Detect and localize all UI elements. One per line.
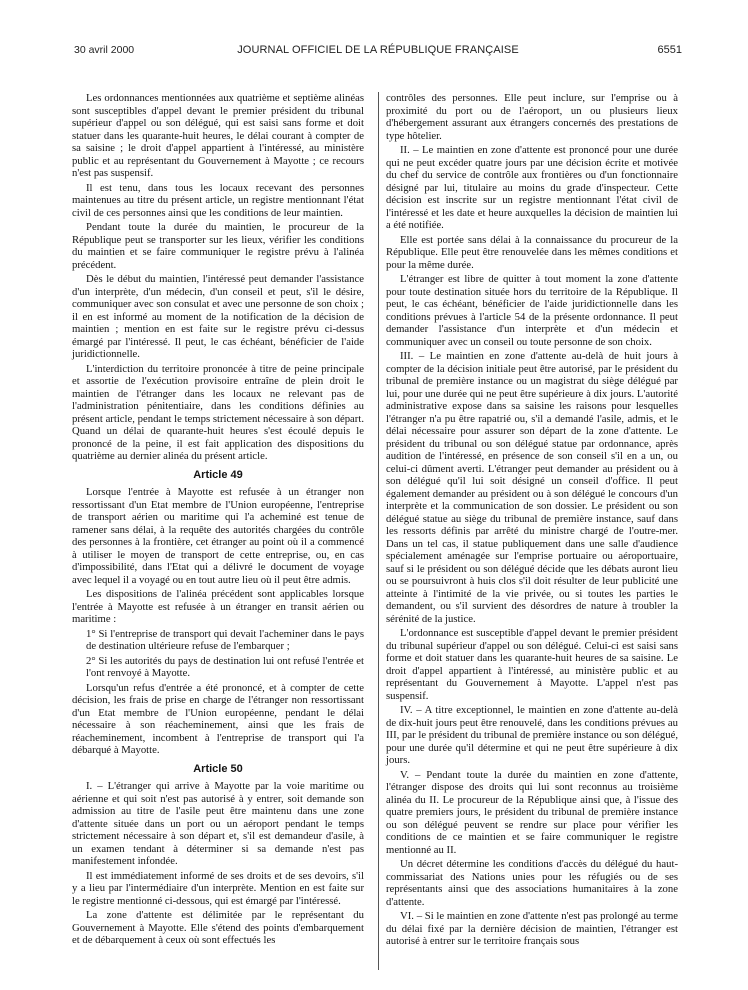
right-column	[386, 92, 678, 950]
paragraph: Dès le début du maintien, l'intéressé peut demander l'assistance d'un interprète, d'un médecin, d'un conseil et peut, s'il le désire, communiquer avec son consulat et avec une personne de son choix ; il en est informé au moment de la notification de la décision de maintien ; mention en est faite sur le registre prévu ci-dessus émargé par l'intéressé. Il peut, le cas échéant, bénéficier de l'aide juridictionnelle.	[72, 273, 364, 360]
list-item: 2° Si les autorités du pays de destination lui ont refusé l'entrée et l'ont renvoyé à Mayotte.	[86, 654, 364, 679]
paragraph: II. – Le maintien en zone d'attente est prononcé pour une durée qui ne peut excéder quatre jours par une décision écrite et motivée du chef du service de contrôle aux frontières ou d'un fonctionnaire désigné par lui, titulaire au moins du grade d'inspecteur. Cette décision est inscrite sur un registre mentionnant l'état civil de l'intéressé et les date et heure auxquelles la décision de maintien lui a été notifiée.	[386, 144, 678, 231]
article-50-heading: Article 50	[193, 762, 243, 775]
paragraph: Lorsque l'entrée à Mayotte est refusée à un étranger non ressortissant d'un Etat membre de l'Union européenne, l'entreprise de transport aérien ou maritime qui l'a acheminé est tenue de ramener sans délai, à la requête des autorités chargées du contrôle des personnes à la frontière, cet étranger au point où il a commencé à utiliser le moyen de transport de cette entreprise, ou, en cas d'impossibilité, dans l'Etat qui a délivré le document de voyage avec lequel il a voyagé ou en tout autre lieu où il peut être admis.	[72, 486, 364, 586]
paragraph: Lorsqu'un refus d'entrée a été prononcé, et à compter de cette décision, les frais de prise en charge de l'étranger non ressortissant d'un Etat membre de l'Union européenne, pendant le délai nécessaire à son réacheminement, ainsi que les frais de réacheminement, incombent à l'entreprise de transport qui l'a débarqué à Mayotte.	[72, 681, 364, 756]
paragraph: Il est immédiatement informé de ses droits et de ses devoirs, s'il y a lieu par l'intermédiaire d'un interprète. Mention en est faite sur le registre mentionné ci-dessous, qui est émargé par l'intéressé.	[72, 869, 364, 907]
paragraph: Les ordonnances mentionnées aux quatrième et septième alinéas sont susceptibles d'appel devant le premier président du tribunal supérieur d'appel ou son délégué, qui est saisi sans forme et doit statuer dans les quarante-huit heures, le délai courant à compter de sa saisine ; le droit d'appel appartient à l'intéressé, au ministère public et au représentant du Gouvernement à Mayotte ; ce recours n'est pas suspensif.	[72, 92, 364, 179]
column-divider	[378, 92, 379, 970]
paragraph: L'interdiction du territoire prononcée à titre de peine principale et assortie de l'exécution provisoire entraîne de plein droit le maintien de l'étranger dans les locaux ne relevant pas de l'administration pénitentiaire, dans les conditions définies au présent article, pendant le temps strictement nécessaire à son départ. Quand un délai de quarante-huit heures s'est écoulé depuis le prononcé de la peine, il est fait application des dispositions du quatrième au dernier alinéa du présent article.	[72, 362, 364, 462]
paragraph: V. – Pendant toute la durée du maintien en zone d'attente, l'étranger dispose des droits qui lui sont reconnus au troisième alinéa du II. Le procureur de la République ainsi que, à l'issue des quatre premiers jours, le président du tribunal de première instance ou son délégué peuvent se rendre sur place pour vérifier les conditions de ce maintien et se faire communiquer le registre mentionné au II.	[386, 768, 678, 856]
article-49-heading: Article 49	[193, 468, 243, 481]
paragraph: Un décret détermine les conditions d'accès du délégué du haut-commissariat des Nations unies pour les réfugiés ou de ses représentants ainsi que des associations humanitaires à la zone d'attente.	[386, 858, 678, 908]
paragraph: Les dispositions de l'alinéa précédent sont applicables lorsque l'entrée à Mayotte est refusée à un étranger en transit aérien ou maritime :	[72, 588, 364, 625]
paragraph: Il est tenu, dans tous les locaux recevant des personnes maintenues au titre du présent article, un registre mentionnant l'état civil de ces personnes ainsi que les conditions de leur maintien.	[72, 181, 364, 219]
paragraph: IV. – A titre exceptionnel, le maintien en zone d'attente au-delà de dix-huit jours peut être renouvelé, dans les conditions prévues au III, par le président du tribunal de première instance ou son délégué, pour une durée qu'il détermine et qui ne peut être supérieure à dix jours.	[386, 704, 678, 766]
issue-date: 30 avril 2000	[74, 44, 135, 56]
page-number: 6551	[657, 44, 682, 56]
paragraph: contrôles des personnes. Elle peut inclure, sur l'emprise ou à proximité du port ou de l'aéroport, un ou plusieurs lieux d'hébergement assurant aux étrangers concernés des prestations de type hôtelier.	[386, 92, 678, 142]
paragraph: VI. – Si le maintien en zone d'attente n'est pas prolongé au terme du délai fixé par la dernière décision de maintien, l'étranger est autorisé à entrer sur le territoire français sous	[386, 910, 678, 947]
paragraph: Elle est portée sans délai à la connaissance du procureur de la République. Elle peut être renouvelée dans les mêmes conditions et pour la même durée.	[386, 233, 678, 271]
page-header	[72, 44, 684, 60]
left-column	[72, 92, 364, 949]
paragraph: I. – L'étranger qui arrive à Mayotte par la voie maritime ou aérienne et qui soit n'est pas autorisé à y entrer, soit demande son admission au titre de l'asile peut être maintenu dans une zone d'attente située dans un port ou un aéroport pendant le temps strictement nécessaire à son départ et, s'il est demandeur d'asile, à un examen tendant à déterminer si sa demande n'est pas manifestement infondée.	[72, 780, 364, 867]
paragraph: La zone d'attente est délimitée par le représentant du Gouvernement à Mayotte. Elle s'étend des points d'embarquement et de débarquement à ceux où sont effectués les	[72, 909, 364, 946]
paragraph: L'étranger est libre de quitter à tout moment la zone d'attente pour toute destination située hors du territoire de la République. Il peut, le cas échéant, bénéficier de l'aide juridictionnelle dans les conditions prévues à l'article 54 de la présente ordonnance. Il peut demander l'assistance d'un interprète et d'un médecin et communiquer avec un conseil ou toute personne de son choix.	[386, 273, 678, 348]
paragraph: L'ordonnance est susceptible d'appel devant le premier président du tribunal supérieur d'appel ou son délégué. Celui-ci est saisi sans forme et doit statuer dans les quarante-huit heures de sa saisine. Le droit d'appel appartient à l'intéressé, au ministère public et au représentant du Gouvernement à Mayotte. L'appel n'est pas suspensif.	[386, 627, 678, 702]
paragraph: III. – Le maintien en zone d'attente au-delà de huit jours à compter de la décision initiale peut être autorisé, par le président du tribunal de première instance ou un magistrat du siège délégué par lui, pour une durée qui ne peut être supérieure à dix jours. L'autorité administrative expose dans sa saisine les raisons pour lesquelles l'étranger n'a pu être rapatrié ou, s'il a demandé l'asile, admis, et le délai nécessaire pour assurer son départ de la zone d'attente. Le président du tribunal ou son délégué statue par ordonnance, après audition de l'intéressé, en présence de son conseil s'il en a un, ou celui-ci dûment averti. L'étranger peut demander au président ou à son délégué qu'il lui soit désigné un conseil d'office. Il peut également demander au président ou à son délégué le concours d'un interprète et la communication de son dossier. Le président ou son délégué statue au siège du tribunal de première instance, sauf dans les ressorts définis par arrêté du ministre chargé de l'outre-mer. Dans un tel cas, il statue publiquement dans une salle d'audience spécialement aménagée sur l'emprise portuaire ou aéroportuaire, sauf si le président ou son délégué décide que les débats auront lieu ou se poursuivront à huis clos s'il doit résulter de leur publicité une atteinte à l'intimité de la vie privée, ou si toutes les parties le demandent, ou s'il survient des désordres de nature à troubler la sérénité de la justice.	[386, 350, 678, 625]
paragraph: Pendant toute la durée du maintien, le procureur de la République peut se transporter sur les lieux, vérifier les conditions du maintien et se faire communiquer le registre prévu à l'alinéa précédent.	[72, 221, 364, 271]
list-item: 1° Si l'entreprise de transport qui devait l'acheminer dans le pays de destination ultérieure refuse de l'embarquer ;	[86, 627, 364, 652]
journal-title: JOURNAL OFFICIEL DE LA RÉPUBLIQUE FRANÇAISE	[237, 44, 519, 56]
